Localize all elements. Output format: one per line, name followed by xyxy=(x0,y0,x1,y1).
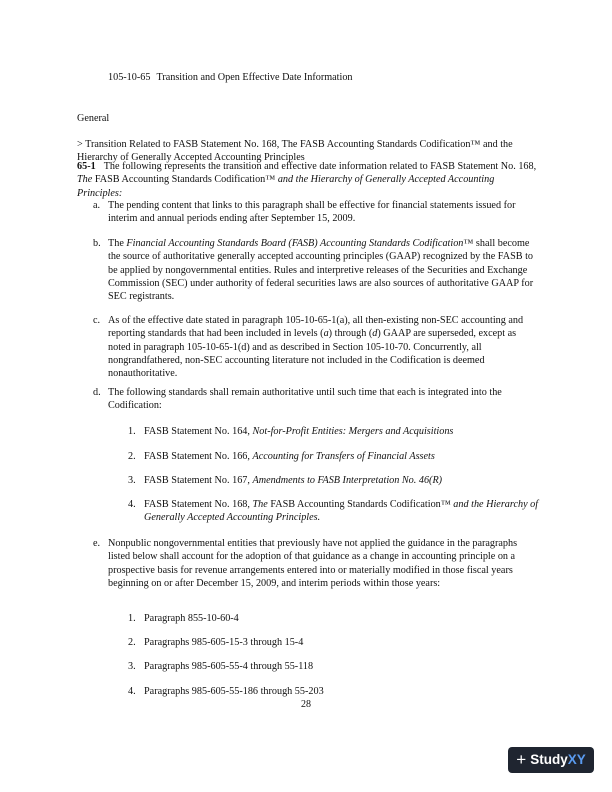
studyxy-badge[interactable] xyxy=(508,747,594,773)
sub-item-label: 4. xyxy=(128,499,136,510)
brand-name xyxy=(530,753,586,766)
item-text: ™ shall become the source of authoritative generally accepted accounting principles (GAAP) recognized by the FASB to be applied by nongovernmental entities. Rules and interpretive releases of the Securities and Exchange Commission (SEC) under authority of federal securities laws are also sources of authoritative GAAP for SEC registrants. xyxy=(108,238,534,303)
list-item-b xyxy=(93,237,541,303)
item-text: The following standards shall remain authoritative until such time that each is integrated into the Codification: xyxy=(108,387,502,412)
list-item-a xyxy=(93,199,541,226)
section-title: Transition and Open Effective Date Information xyxy=(156,72,353,83)
section-heading: General xyxy=(77,113,110,124)
sub-item-d1 xyxy=(128,425,548,438)
item-text: ) GAAP are superseded, except as noted in paragraph 105-10-65-1(d) and as described in Section 105-10-70. Concurrently, all nongrandfathered, non-SEC accounting literature not included in the Codification is deemed nonauthoritative. xyxy=(108,328,517,380)
list-item-e xyxy=(93,537,541,590)
paragraph-text: FASB Accounting Standards Codification™ xyxy=(92,174,278,186)
item-italic: d xyxy=(372,328,378,340)
item-italic: Financial Accounting Standards Board (FASB) Accounting Standards Codification xyxy=(126,238,464,249)
item-italic: a xyxy=(323,328,329,340)
sub-item-label: 1. xyxy=(128,426,136,437)
sub-item-label: 4. xyxy=(128,686,136,697)
sub-item-e1 xyxy=(128,612,548,625)
sub-item-text: FASB Statement No. 164, xyxy=(144,426,253,437)
sub-item-italic: Amendments to FASB Interpretation No. 46(R) xyxy=(252,475,443,486)
sub-item-d3 xyxy=(128,474,548,487)
topic-heading: > Transition Related to FASB Statement No. 168, The FASB Accounting Standards Codification™ and the Hierarchy of Generally Accepted Accounting Principles xyxy=(77,139,513,164)
sub-item-text: Paragraphs 985-605-55-186 through 55-203 xyxy=(144,686,324,697)
item-text: As of the effective date stated in paragraph 105-10-65-1(a), all then-existing non-SEC accounting and reporting standards that had been included in levels ( xyxy=(108,315,524,340)
item-text: The pending content that links to this paragraph shall be effective for financial statements issued for interim and annual periods ending after September 15, 2009. xyxy=(108,200,516,225)
plus-icon: + xyxy=(516,749,527,769)
brand-name-study: Study xyxy=(530,752,568,768)
paragraph-italic: and the Hierarchy of Generally Accepted Accounting Principles: xyxy=(77,174,495,199)
sub-item-italic: Not-for-Profit Entities: Mergers and Acquisitions xyxy=(252,426,454,437)
sub-item-label: 3. xyxy=(128,475,136,486)
item-text: Nonpublic nongovernmental entities that previously have not applied the guidance in the paragraphs listed below shall account for the adoption of that guidance as a change in accounting principle on a prospective basis for revenue arrangements entered into or materially modified in those fiscal years beginning on or after December 15, 2009, and interim periods within those years: xyxy=(108,538,518,589)
sub-item-e4 xyxy=(128,685,548,698)
sub-item-e3 xyxy=(128,660,548,673)
page-number: 28 xyxy=(301,699,311,710)
section-number: 105-10-65 xyxy=(108,72,151,83)
sub-item-text: FASB Statement No. 167, xyxy=(144,475,253,486)
page-title xyxy=(108,71,353,84)
item-label: d. xyxy=(93,387,101,398)
sub-item-italic: and the Hierarchy of Generally Accepted Accounting Principles. xyxy=(144,499,539,524)
sub-item-text: FASB Accounting Standards Codification™ xyxy=(267,499,454,510)
brand-name-xy: XY xyxy=(567,752,586,768)
sub-item-label: 2. xyxy=(128,451,136,462)
list-item-d xyxy=(93,386,541,413)
sub-item-text: Paragraphs 985-605-15-3 through 15-4 xyxy=(144,637,304,648)
sub-item-d2 xyxy=(128,450,548,463)
paragraph-italic: The xyxy=(77,174,93,186)
paragraph-text: The following represents the transition and effective date information related to FASB Statement No. 168, xyxy=(103,161,537,172)
item-label: a. xyxy=(93,200,101,211)
sub-item-italic: Accounting for Transfers of Financial Assets xyxy=(252,451,435,462)
sub-item-label: 3. xyxy=(128,661,136,672)
sub-item-text: Paragraphs 985-605-55-4 through 55-118 xyxy=(144,661,314,672)
paragraph-number: 65-1 xyxy=(77,161,96,172)
paragraph-65-1 xyxy=(77,160,541,200)
list-item-c xyxy=(93,314,541,380)
item-label: b. xyxy=(93,238,101,249)
sub-item-text: Paragraph 855-10-60-4 xyxy=(144,613,239,624)
sub-item-label: 1. xyxy=(128,613,136,624)
sub-item-text: FASB Statement No. 168, xyxy=(144,499,253,510)
sub-item-text: FASB Statement No. 166, xyxy=(144,451,253,462)
sub-item-d4 xyxy=(128,498,548,525)
item-label: c. xyxy=(93,315,101,326)
item-label: e. xyxy=(93,538,101,549)
item-text: The xyxy=(108,238,127,249)
sub-item-e2 xyxy=(128,636,548,649)
sub-item-label: 2. xyxy=(128,637,136,648)
sub-item-italic: The xyxy=(252,499,268,510)
item-text: ) through ( xyxy=(328,328,373,340)
